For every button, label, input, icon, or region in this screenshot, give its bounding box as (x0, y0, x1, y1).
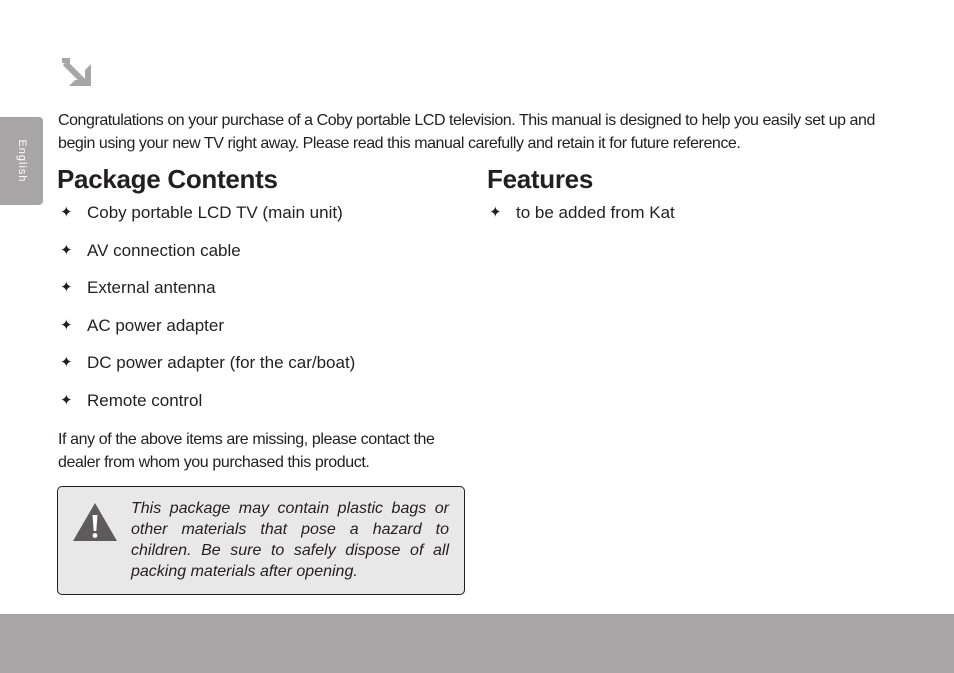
four-point-star-icon: ✦ (60, 204, 73, 221)
list-item (58, 351, 355, 389)
warning-text: This package may contain plastic bags or other materials that pose a hazard to children. Be sure to safely dispose of all packing materials after opening. (131, 500, 449, 580)
intro-paragraph: Congratulations on your purchase of a Coby portable LCD television. This manual is designed to help you easily set up and begin using your new TV right away. Please read this manual carefully and retain it for future reference. (58, 112, 875, 152)
list-item-text: External antenna (87, 278, 216, 297)
list-item (487, 201, 675, 239)
list-item (58, 239, 355, 277)
four-point-star-icon: ✦ (60, 241, 73, 259)
four-point-star-icon: ✦ (60, 316, 73, 334)
footer-band (0, 614, 954, 673)
list-item-text: Coby portable LCD TV (main unit) (87, 203, 343, 222)
features-heading: Features (487, 164, 593, 194)
warning-box (57, 486, 465, 595)
four-point-star-icon: ✦ (489, 204, 502, 221)
list-item (58, 276, 355, 314)
arrow-down-right-icon (60, 56, 94, 88)
features-list (487, 201, 675, 239)
list-item-text: DC power adapter (for the car/boat) (87, 353, 356, 372)
package-contents-list (58, 201, 355, 426)
list-item-text: Remote control (87, 390, 203, 410)
four-point-star-icon: ✦ (60, 391, 73, 409)
language-tab (0, 117, 43, 205)
list-item-text: to be added from Kat (516, 203, 675, 222)
list-item-text: AV connection cable (87, 240, 241, 260)
missing-items-note: If any of the above items are missing, please contact the dealer from whom you purchased this product. (58, 431, 435, 471)
four-point-star-icon: ✦ (60, 279, 73, 296)
four-point-star-icon: ✦ (60, 354, 73, 371)
warning-triangle-icon (72, 501, 118, 543)
list-item (58, 389, 355, 427)
list-item (58, 201, 355, 239)
package-contents-heading: Package Contents (57, 164, 278, 194)
list-item-text: AC power adapter (87, 315, 225, 335)
language-label: English (15, 139, 28, 183)
list-item (58, 314, 355, 352)
